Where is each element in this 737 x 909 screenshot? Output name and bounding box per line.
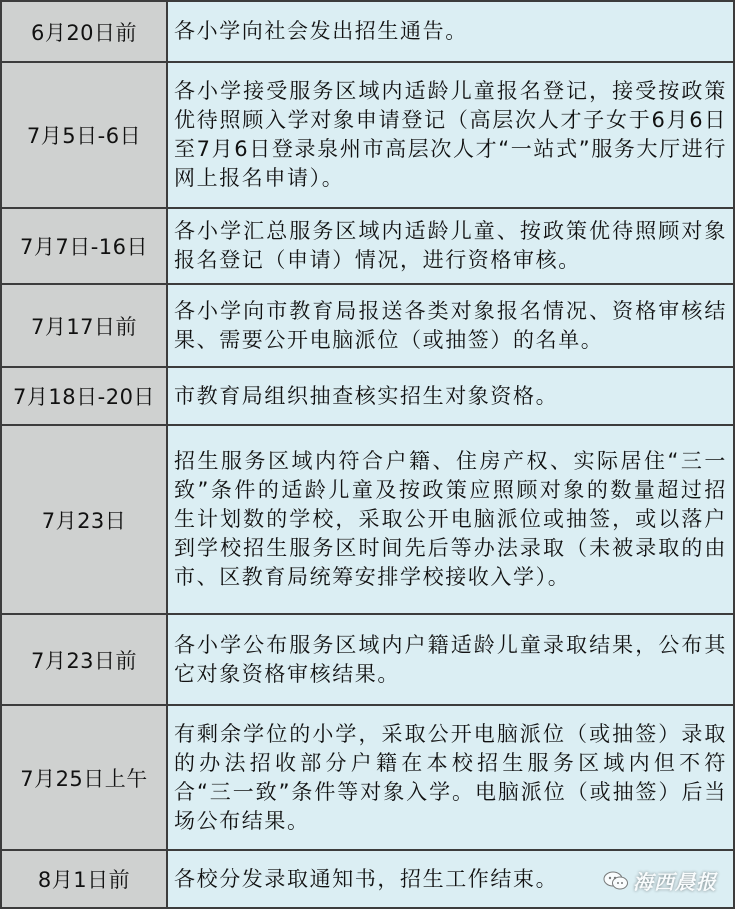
watermark	[603, 866, 717, 895]
table-row	[1, 614, 734, 705]
description-cell: 各小学向社会发出招生通告。	[167, 1, 734, 62]
date-cell: 6月20日前	[1, 1, 167, 62]
table-row	[1, 62, 734, 208]
date-cell: 7月25日上午	[1, 705, 167, 850]
description-cell: 市教育局组织抽查核实招生对象资格。	[167, 367, 734, 425]
date-cell: 7月18日-20日	[1, 367, 167, 425]
table-row	[1, 284, 734, 367]
table-row	[1, 208, 734, 284]
description-cell: 有剩余学位的小学，采取公开电脑派位（或抽签）录取的办法招收部分户籍在本校招生服务区域内但不符合“三一致”条件等对象入学。电脑派位（或抽签）后当场公布结果。	[167, 705, 734, 850]
description-cell: 各小学公布服务区域内户籍适龄儿童录取结果，公布其它对象资格审核结果。	[167, 614, 734, 705]
date-cell: 8月1日前	[1, 850, 167, 908]
description-cell: 各小学向市教育局报送各类对象报名情况、资格审核结果、需要公开电脑派位（或抽签）的名单。	[167, 284, 734, 367]
wechat-bubble-icon	[603, 870, 629, 892]
watermark-text: 海西晨报	[633, 870, 717, 894]
date-cell: 7月23日前	[1, 614, 167, 705]
table-row	[1, 425, 734, 614]
date-cell: 7月23日	[1, 425, 167, 614]
description-cell: 各小学汇总服务区域内适龄儿童、按政策优待照顾对象报名登记（申请）情况，进行资格审核。	[167, 208, 734, 284]
description-cell: 各小学接受服务区域内适龄儿童报名登记，接受按政策优待照顾入学对象申请登记（高层次人才子女于6月6日至7月6日登录泉州市高层次人才“一站式”服务大厅进行网上报名申请）。	[167, 62, 734, 208]
date-cell: 7月7日-16日	[1, 208, 167, 284]
description-cell: 招生服务区域内符合户籍、住房产权、实际居住“三一致”条件的适龄儿童及按政策应照顾对象的数量超过招生计划数的学校，采取公开电脑派位或抽签，或以落户到学校招生服务区时间先后等办法录取（未被录取的由市、区教育局统筹安排学校接收入学）。	[167, 425, 734, 614]
table-row	[1, 367, 734, 425]
table-row	[1, 1, 734, 62]
date-cell: 7月17日前	[1, 284, 167, 367]
table-row	[1, 705, 734, 850]
description-cell: 各校分发录取通知书，招生工作结束。	[167, 850, 734, 908]
date-cell: 7月5日-6日	[1, 62, 167, 208]
